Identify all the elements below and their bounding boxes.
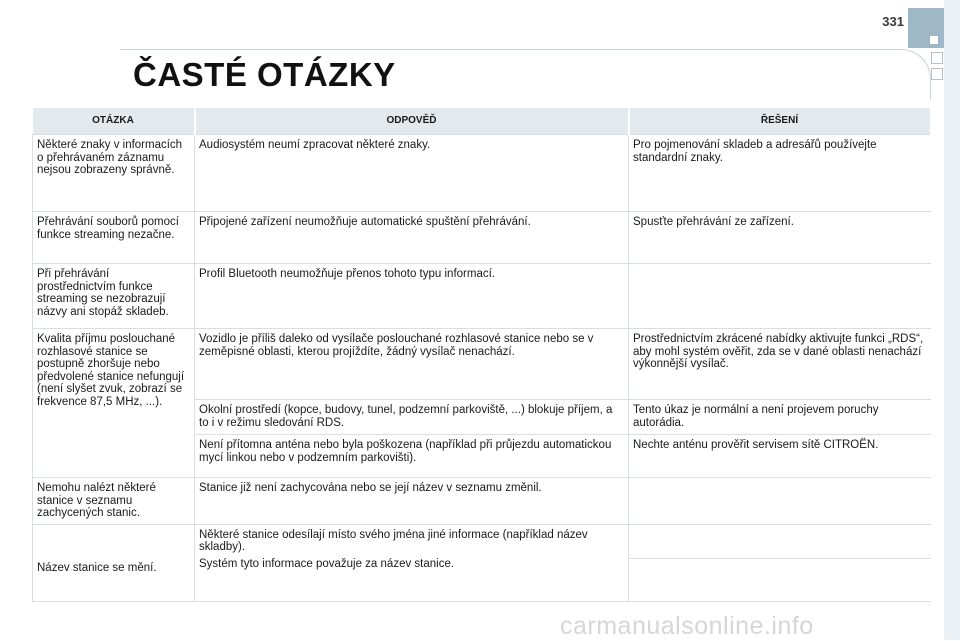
answer-cell: Profil Bluetooth neumožňuje přenos tohoto typu informací. <box>195 264 629 329</box>
table-row <box>33 135 931 212</box>
question-cell: Nemohu nalézt některé stanice v seznamu zachycených stanic. <box>33 478 195 525</box>
table-row <box>33 524 931 558</box>
solution-cell-empty <box>629 524 931 558</box>
page-title: ČASTÉ OTÁZKY <box>133 56 396 93</box>
solution-cell: Tento úkaz je normální a není projevem poruchy autorádia. <box>629 400 931 435</box>
answer-cell: Není přítomna anténa nebo byla poškozena (například při průjezdu automatickou mycí linkou nebo v podzemním parkovišti). <box>195 435 629 478</box>
watermark: carmanualsonline.info <box>560 612 814 640</box>
answer-text-shared: Některé stanice odesílají místo svého jména jiné informace (například název skladby). <box>199 528 588 553</box>
solution-cell: Spusťte přehrávání ze zařízení. <box>629 212 931 264</box>
question-cell: Kvalita příjmu poslouchané rozhlasové stanice se postupně zhoršuje nebo předvolené stanice nefungují (není slyšet zvuk, zobrazí se frekvence 87,5 MHz, ...). <box>33 329 195 478</box>
chapter-tab <box>908 8 944 48</box>
answer-cell: Audiosystém neumí zpracovat některé znaky. <box>195 135 629 212</box>
header-answer: ODPOVĚĎ <box>195 108 629 135</box>
question-cell: Přehrávání souborů pomocí funkce streaming nezačne. <box>33 212 195 264</box>
header-solution: ŘEŠENÍ <box>629 108 931 135</box>
solution-cell: Nechte anténu prověřit servisem sítě CITROËN. <box>629 435 931 478</box>
chapter-marker-box <box>931 68 943 80</box>
answer-cell <box>195 524 629 601</box>
answer-cell: Vozidlo je příliš daleko od vysílače poslouchané rozhlasové stanice nebo se v zeměpisné oblasti, kterou projíždíte, žádný vysílač nenachází. <box>195 329 629 400</box>
solution-cell: Pro pojmenování skladeb a adresářů používejte standardní znaky. <box>629 135 931 212</box>
question-cell-empty <box>33 524 195 558</box>
question-cell: Při přehrávání prostřednictvím funkce streaming se nezobrazují názvy ani stopáž skladeb. <box>33 264 195 329</box>
table-row <box>33 478 931 525</box>
answer-cell: Okolní prostředí (kopce, budovy, tunel, podzemní parkoviště, ...) blokuje příjem, a to i v režimu sledování RDS. <box>195 400 629 435</box>
table-row <box>33 329 931 400</box>
solution-cell <box>629 478 931 525</box>
table-row <box>33 212 931 264</box>
table-row <box>33 264 931 329</box>
question-cell: Název stanice se mění. <box>33 558 195 601</box>
answer-cell: Připojené zařízení neumožňuje automatické spuštění přehrávání. <box>195 212 629 264</box>
solution-cell: Prostřednictvím zkrácené nabídky aktivujte funkci „RDS“, aby mohl systém ověřit, zda se v dané oblasti nenachází výkonnější vysílač. <box>629 329 931 400</box>
answer-text: Systém tyto informace považuje za název stanice. <box>199 557 455 570</box>
chapter-marker-box <box>931 52 943 64</box>
faq-table <box>32 108 932 602</box>
header-question: OTÁZKA <box>33 108 195 135</box>
side-strip <box>944 0 960 640</box>
solution-cell <box>629 264 931 329</box>
answer-cell: Stanice již není zachycována nebo se její název v seznamu změnil. <box>195 478 629 525</box>
table-header-row <box>33 108 931 135</box>
page-number: 331 <box>882 14 904 29</box>
question-cell: Některé znaky v informacích o přehrávaném záznamu nejsou zobrazeny správně. <box>33 135 195 212</box>
solution-cell <box>629 558 931 601</box>
